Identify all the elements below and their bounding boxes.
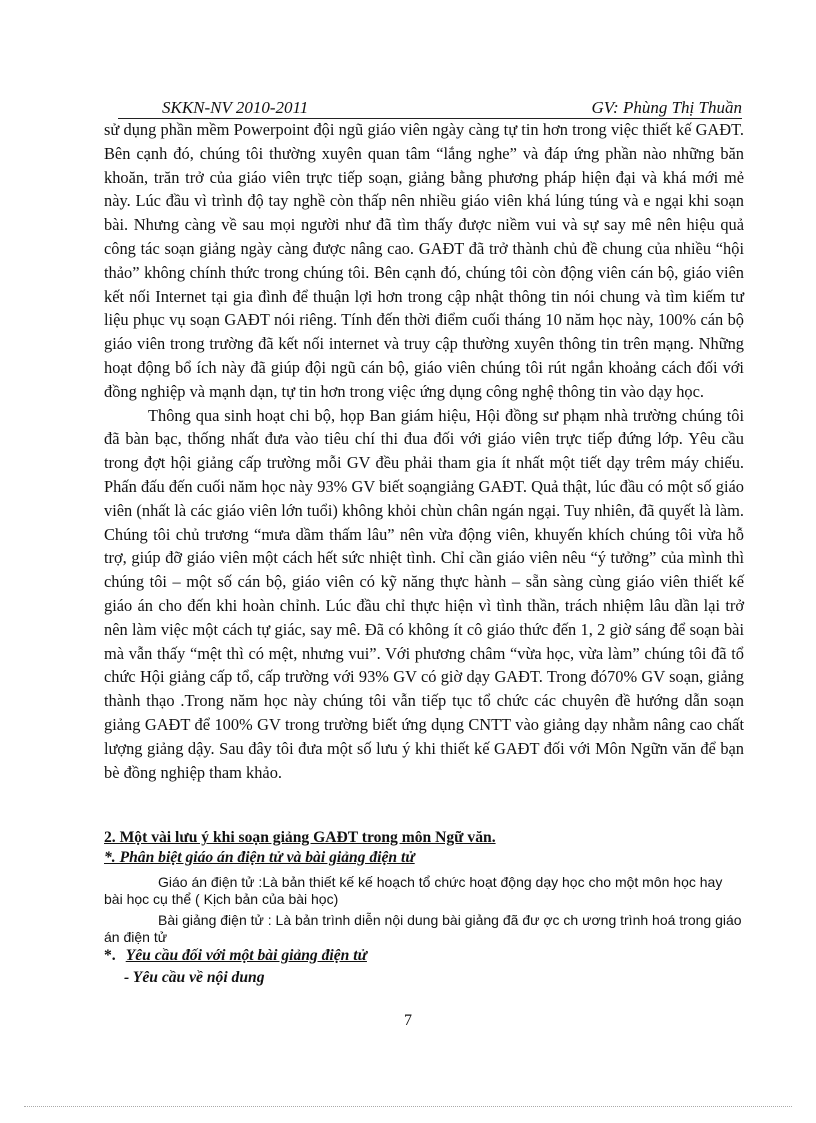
body-text: [104, 118, 744, 784]
section-heading: 2. Một vài lưu ý khi soạn giảng GAĐT trong môn Ngữ văn.: [104, 829, 496, 846]
page-bottom-divider: [24, 1106, 792, 1107]
paragraph-2: Thông qua sinh hoạt chi bộ, họp Ban giám hiệu, Hội đồng sư phạm nhà trường chúng tôi đã bàn bạc, thống nhất đưa vào tiêu chí thi đua đối với giáo viên trực tiếp đứng lớp. Yêu cầu trong đợt hội giảng cấp trường mỗi GV đều phải tham gia ít nhất một tiết dạy trêm máy chiếu. Phấn đấu đến cuối năm học này 93% GV biết soạngiảng GAĐT. Quả thật, lúc đầu có một số giáo viên (nhất là các giáo viên lớn tuổi) không khỏi chùn chân ngán ngại. Tuy nhiên, đã quyết là làm. Chúng tôi chủ trương “mưa dầm thấm lâu” nên vừa động viên, khuyến khích chúng tôi vừa hỗ trợ, giúp đỡ giáo viên một cách hết sức nhiệt tình. Chỉ cần giáo viên nêu “ý tưởng” của mình thì chúng tôi – một số cán bộ, giáo viên có kỹ năng thực hành – sẵn sàng cùng giáo viên thiết kế giáo án cho đến khi hoàn chỉnh. Lúc đầu chỉ thực hiện vì tình thần, trách nhiệm lâu dần lại trở nên làm việc một cách tự giác, say mê. Đã có không ít cô giáo thức đến 1, 2 giờ sáng để soạn bài mà vẫn thấy “mệt thì có mệt, nhưng vui”. Với phương châm “vừa học, vừa làm” chúng tôi đã tổ chức Hội giảng cấp tổ, cấp trường với 93% GV có giờ dạy GAĐT. Trong đó70% GV soạn, giảng thành thạo .Trong năm học này chúng tôi vẫn tiếp tục tổ chức các chuyên đề hướng dẫn soạn giảng GAĐT để 100% GV trong trường biết ứng dụng CNTT vào giảng dạy nhằm nâng cao chất lượng giảng dậy. Sau đây tôi đưa một số lưu ý khi thiết kế GAĐT đối với Môn Ngữn văn để bạn bè đồng nghiệp tham khảo.: [104, 405, 744, 782]
requirements-title: Yêu cầu đối với một bài giảng điện tử: [125, 947, 367, 964]
page-header: [118, 98, 742, 119]
paragraph-1: sử dụng phần mềm Powerpoint đội ngũ giáo viên ngày càng tự tin hơn trong việc thiết kế GAĐT. Bên cạnh đó, chúng tôi thường xuyên quan tâm “lắng nghe” và đáp ứng phần nào những băn khoăn, trăn trở của giáo viên trực tiếp soạn, giảng bằng phương pháp hiện đại và khá mới mẻ này. Lúc đầu vì trình độ tay nghề còn thấp nên nhiều giáo viên khá lúng túng và e ngại khi soạn bài. Nhưng càng về sau mọi người như đã tìm thấy được niềm vui và sự say mê nên hiệu quả công tác soạn giảng ngày càng được nâng cao. GAĐT đã trở thành chủ đề chung của nhiều “hội thảo” không chính thức trong chúng tôi. Bên cạnh đó, chúng tôi còn động viên cán bộ, giáo viên kết nối Internet tại gia đình để thuận lợi hơn trong cập nhật thông tin nói chung và tìm kiếm tư liệu phục vụ soạn GAĐT nói riêng. Tính đến thời điểm cuối tháng 10 năm học này, 100% cán bộ giáo viên trong trường đã kết nối internet và truy cập thường xuyên thông tin trên mạng. Những hoạt động bổ ích này đã giúp đội ngũ cán bộ, giáo viên chúng tôi rút ngắn khoảng cách đối với đồng nghiệp và mạnh dạn, tự tin hơn trong việc ứng dụng công nghệ thông tin vào dạy học.: [104, 120, 744, 401]
content-requirements: - Yêu cầu về nội dung: [124, 969, 265, 986]
header-left: SKKN-NV 2010-2011: [162, 98, 309, 117]
requirements-heading: [104, 946, 744, 966]
definition-e-lecture: Bài giảng điện tử : Là bản trình diễn nội dung bài giảng đã đư ợc ch ương trình hoá trong giáo án điện tử: [104, 912, 742, 945]
section-subheading: *. Phân biệt giáo án điện tử và bài giảng điện tử: [104, 849, 415, 866]
section-2: [104, 828, 744, 988]
header-right: GV: Phùng Thị Thuần: [591, 98, 742, 117]
page-number: 7: [404, 1012, 412, 1029]
definition-lesson-plan: Giáo án điện tử :Là bản thiết kế kế hoạch tổ chức hoạt động dạy học cho một môn học hay bài học cụ thể ( Kịch bản của bài học): [104, 874, 723, 907]
requirements-bullet: *.: [104, 947, 116, 964]
